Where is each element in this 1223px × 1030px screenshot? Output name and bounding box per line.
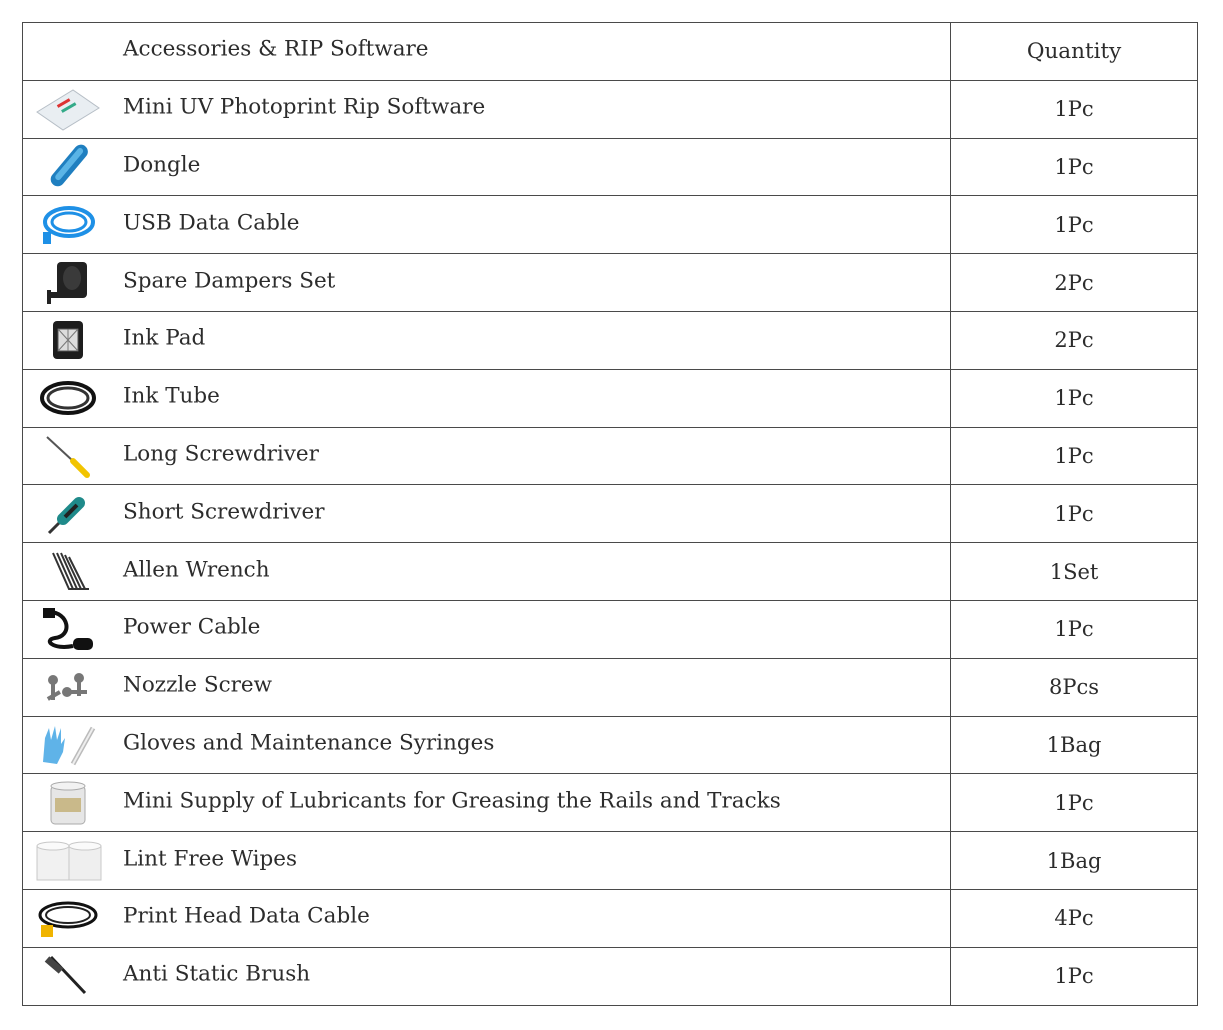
item-name: Ink Pad (123, 325, 206, 351)
item-name: Mini Supply of Lubricants for Greasing the Rails and Tracks (123, 788, 781, 814)
table-header-row (23, 23, 1198, 81)
table-row (23, 138, 1198, 196)
table-row (23, 311, 1198, 369)
accessories-table (22, 22, 1198, 1006)
gloves-syringe-icon (33, 722, 103, 768)
screws-icon (33, 664, 103, 710)
table-row (23, 369, 1198, 427)
item-name: Short Screwdriver (123, 499, 325, 525)
item-quantity: 1Set (951, 543, 1198, 601)
usb-dongle-icon (33, 144, 103, 190)
item-quantity: 2Pc (951, 311, 1198, 369)
item-name: Print Head Data Cable (123, 903, 370, 929)
table-row (23, 485, 1198, 543)
table-row (23, 427, 1198, 485)
table-row (23, 947, 1198, 1005)
header-item-cell (23, 23, 951, 81)
item-quantity: 1Pc (951, 138, 1198, 196)
power-cable-icon (33, 606, 103, 652)
item-quantity: 1Pc (951, 196, 1198, 254)
table-row (23, 196, 1198, 254)
item-quantity: 4Pc (951, 889, 1198, 947)
table-row (23, 832, 1198, 890)
item-quantity: 2Pc (951, 254, 1198, 312)
item-quantity: 1Bag (951, 832, 1198, 890)
item-quantity: 1Pc (951, 369, 1198, 427)
data-cable-icon (33, 895, 103, 941)
wipes-rolls-icon (33, 838, 103, 884)
damper-icon (33, 260, 103, 306)
allen-wrench-icon (33, 549, 103, 595)
item-quantity: 8Pcs (951, 658, 1198, 716)
item-quantity: 1Pc (951, 485, 1198, 543)
table-row (23, 716, 1198, 774)
table-row (23, 254, 1198, 312)
item-quantity: 1Pc (951, 600, 1198, 658)
software-package-icon (33, 86, 103, 132)
brush-icon (33, 953, 103, 999)
long-screwdriver-icon (33, 433, 103, 479)
item-quantity: 1Bag (951, 716, 1198, 774)
table-row (23, 889, 1198, 947)
blue-cable-icon (33, 202, 103, 248)
item-name: Allen Wrench (123, 557, 270, 583)
table-row (23, 543, 1198, 601)
item-quantity: 1Pc (951, 80, 1198, 138)
header-item-label: Accessories & RIP Software (123, 36, 429, 62)
header-quantity-cell: Quantity (951, 23, 1198, 81)
item-quantity: 1Pc (951, 427, 1198, 485)
table-row (23, 80, 1198, 138)
table-row (23, 774, 1198, 832)
item-name: Long Screwdriver (123, 441, 319, 467)
item-name: Ink Tube (123, 383, 220, 409)
item-quantity: 1Pc (951, 947, 1198, 1005)
item-name: Power Cable (123, 614, 261, 640)
table-row (23, 658, 1198, 716)
item-name: Dongle (123, 152, 201, 178)
item-name: Mini UV Photoprint Rip Software (123, 94, 486, 120)
item-name: Nozzle Screw (123, 672, 273, 698)
item-name: Lint Free Wipes (123, 846, 298, 872)
table-row (23, 600, 1198, 658)
item-name: USB Data Cable (123, 210, 300, 236)
item-name: Spare Dampers Set (123, 268, 336, 294)
ink-pad-icon (33, 317, 103, 363)
item-quantity: 1Pc (951, 774, 1198, 832)
item-name: Gloves and Maintenance Syringes (123, 730, 495, 756)
item-name: Anti Static Brush (123, 961, 311, 987)
lubricant-jar-icon (33, 780, 103, 826)
short-screwdriver-icon (33, 491, 103, 537)
ink-tube-icon (33, 375, 103, 421)
